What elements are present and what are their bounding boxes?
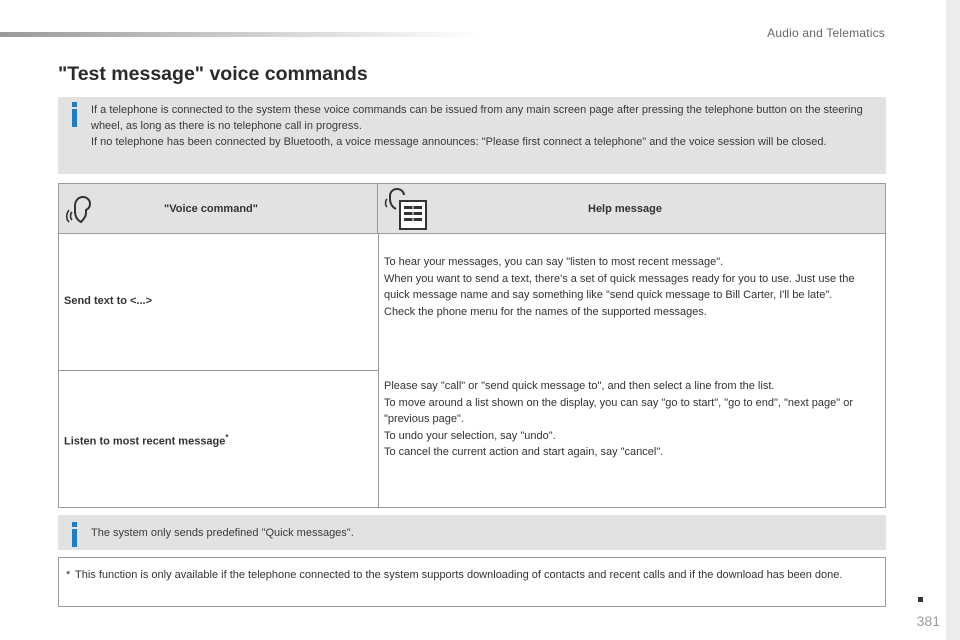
help-line: To move around a list shown on the display, you can say "go to start", "go to end", "next page" or "previous page". (384, 396, 853, 425)
table-header-voice-command (59, 184, 378, 234)
section-title: Audio and Telematics (767, 26, 885, 40)
help-message-icon (384, 187, 430, 231)
voice-command-icon (65, 192, 103, 226)
page-marker (918, 597, 923, 602)
page-number: 381 (916, 613, 940, 629)
footnote-marker: * (66, 569, 71, 581)
header-label: "Voice command" (164, 203, 258, 215)
page-edge-rail (946, 0, 960, 640)
footnote (58, 557, 886, 607)
footnote-text: This function is only available if the telephone connected to the system supports downloading of contacts and recent calls and if the download has been done. (75, 569, 843, 581)
help-line: Please say "call" or "send quick message to", and then select a line from the list. (384, 380, 775, 392)
voice-command-table (58, 183, 886, 508)
page-title: "Test message" voice commands (58, 63, 368, 85)
help-line: To undo your selection, say "undo". (384, 429, 556, 442)
footnote-marker: * (225, 433, 229, 442)
help-message-1 (384, 254, 864, 320)
command-listen-recent: Listen to most recent message* (64, 433, 229, 448)
header-decor-bar (0, 32, 480, 37)
info-paragraph: If no telephone has been connected by Bluetooth, a voice message announces: "Please first connect a telephone" and the voice session will be closed. (91, 136, 827, 148)
help-line: When you want to send a text, there's a set of quick messages ready for you to use. Just use the quick message name and say something like "send quick message to Bill Carter, I'll be late". (384, 272, 855, 301)
help-line: Check the phone menu for the names of the supported messages. (384, 305, 707, 318)
info-box-telephone (58, 97, 886, 174)
command-send-text: Send text to <...> (64, 295, 153, 307)
info-icon (72, 529, 77, 547)
info-paragraph: The system only sends predefined "Quick messages". (91, 527, 354, 539)
help-line: To cancel the current action and start again, say "cancel". (384, 446, 664, 458)
header-label: Help message (588, 203, 662, 215)
row-divider (59, 370, 378, 371)
help-message-2 (384, 378, 864, 461)
info-icon (72, 109, 77, 127)
info-paragraph: If a telephone is connected to the system these voice commands can be issued from any main screen page after pressing the telephone button on the steering wheel, as long as there is no telephone call in progress. (91, 104, 863, 132)
info-box-quick-messages (58, 515, 886, 550)
column-divider (378, 234, 379, 507)
help-line: To hear your messages, you can say "listen to most recent message". (384, 256, 724, 268)
table-header-help-message (378, 184, 885, 234)
